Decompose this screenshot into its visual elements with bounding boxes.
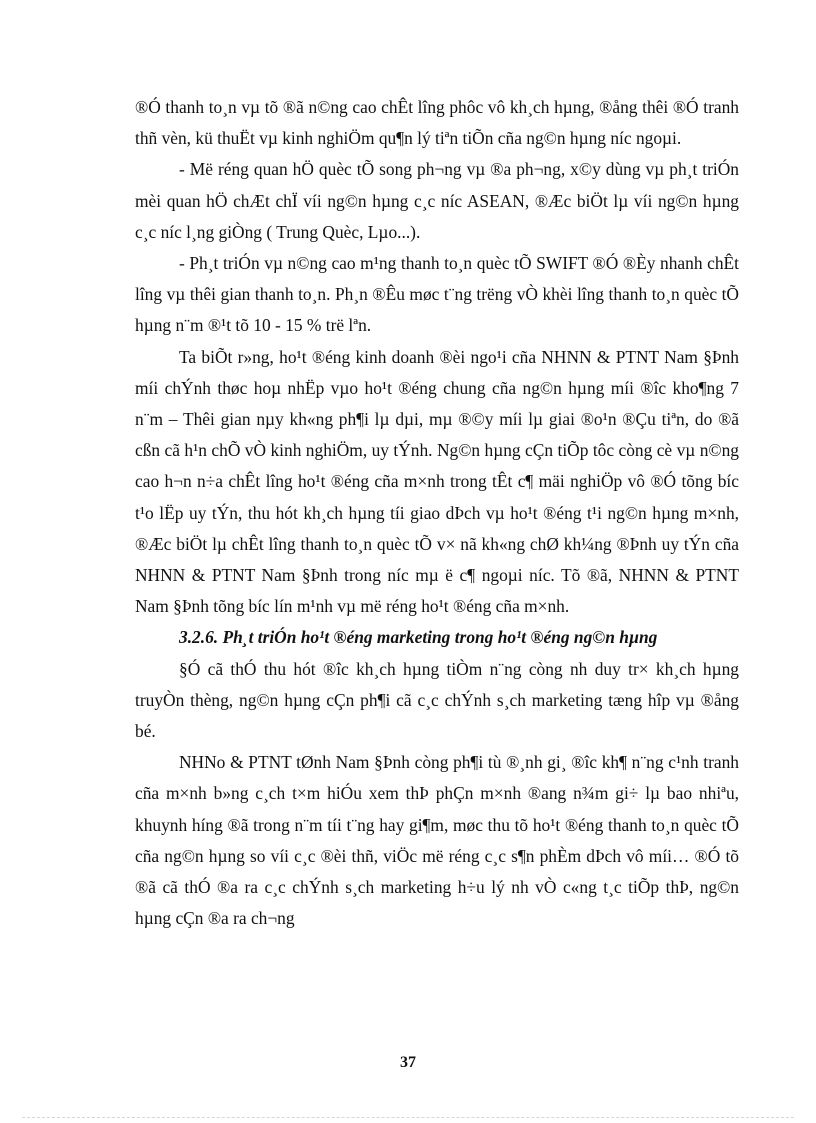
paragraph-competitiveness: NHNo & PTNT tØnh Nam §Þnh còng ph¶i tù ®¸nh gi¸ ®îc kh¶ n¨ng c¹nh tranh cña m×nh b»ng c¸ch t×m hiÓu xem thÞ phÇn m×nh ®ang n¾m gi÷ lµ bao nhiªu, khuynh híng ®ã trong n¨m tíi t¨ng hay gi¶m, møc thu tõ ho¹t ®éng thanh to¸n quèc tÕ cña ng©n hµng so víi c¸c ®èi thñ, viÖc më réng c¸c s¶n phÈm dÞch vô míi… ®Ó tõ ®ã cã thÓ ®a ra c¸c chÝnh s¸ch marketing h÷u lý nh vÒ c«ng t¸c tiÕp thÞ, ng©n hµng cÇn ®a ra ch¬ng (135, 752, 739, 929)
paragraph-international-relations: - Më réng quan hÖ quèc tÕ song ph¬ng vµ ®a ph¬ng, x©y dùng vµ ph¸t triÓn mèi quan hÖ chÆt chÏ víi ng©n hµng c¸c níc ASEAN, ®Æc biÖt lµ víi ng©n hµng c¸c níc l¸ng giÒng ( Trung Quèc, Lµo...). (135, 159, 739, 242)
paragraph-swift-network: - Ph¸t triÓn vµ n©ng cao m¹ng thanh to¸n quèc tÕ SWIFT ®Ó ®Èy nhanh chÊt lîng vµ thêi gian thanh to¸n. Ph¸n ®Êu møc t¨ng trëng vÒ khèi lîng thanh to¸n quèc tÕ hµng n¨m ®¹t tõ 10 - 15 % trë lªn. (135, 253, 739, 336)
section-heading: 3.2.6. Ph¸t triÓn ho¹t ®éng marketing trong ho¹t ®éng ng©n hµng (179, 627, 658, 648)
paragraph-continuation: ®Ó thanh to¸n vµ tõ ®ã n©ng cao chÊt lîng phôc vô kh¸ch hµng, ®ång thêi ®Ó tranh thñ vèn, kü thuËt vµ kinh nghiÖm qu¶n lý tiªn tiÕn cña ng©n hµng níc ngoµi. (135, 97, 739, 149)
paragraph-foreign-business: Ta biÕt r»ng, ho¹t ®éng kinh doanh ®èi ngo¹i cña NHNN & PTNT Nam §Þnh míi chÝnh thøc hoµ nhËp vµo ho¹t ®éng chung cña ng©n hµng míi ®îc kho¶ng 7 n¨m – Thêi gian nµy kh«ng ph¶i lµ dµi, mµ ®©y míi lµ giai ®o¹n ®Çu tiªn, do ®ã cßn cã h¹n chÕ vÒ kinh nghiÖm, uy tÝnh. Ng©n hµng cÇn tiÕp tôc còng cè vµ n©ng cao h¬n n÷a chÊt lîng ho¹t ®éng cña m×nh trong tÊt c¶ mäi nghiÖp vô ®Ó tõng bíc t¹o lËp uy tÝn, thu hót kh¸ch hµng tíi giao dÞch vµ ho¹t ®éng t¹i ng©n hµng m×nh, ®Æc biÖt lµ chÊt lîng thanh to¸n quèc tÕ v× nã kh«ng chØ kh¼ng ®Þnh uy tÝn cña NHNN & PTNT Nam §Þnh trong níc mµ ë c¶ ngoµi níc. Tõ ®ã, NHNN & PTNT Nam §Þnh tõng bíc lín m¹nh vµ më réng ho¹t ®éng cña m×nh. (135, 346, 739, 617)
page-bottom-divider (22, 1117, 794, 1118)
page-number: 37 (400, 1054, 416, 1071)
body-text (135, 92, 739, 934)
paragraph-marketing-policy: §Ó cã thÓ thu hót ®îc kh¸ch hµng tiÒm n¨ng còng nh duy tr× kh¸ch hµng truyÒn thèng, ng©n hµng cÇn ph¶i cã c¸c chÝnh s¸ch marketing tæng hîp vµ ®ång bé. (135, 658, 739, 742)
